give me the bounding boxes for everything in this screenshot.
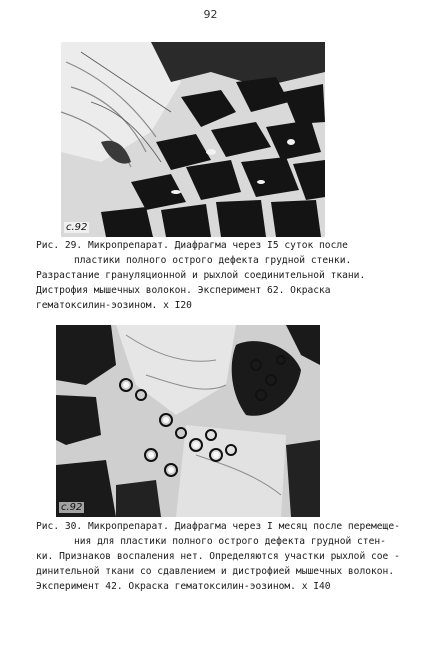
caption-30-line-3: ки. Признаков воспаления нет. Определяются участки рыхлой сое - [36, 551, 400, 562]
micrograph-30-image [56, 325, 320, 517]
figure-30-caption [36, 519, 400, 594]
caption-29-line-2: пластики полного острого дефекта грудной стенки. [74, 255, 352, 266]
caption-29-line-5: гематоксилин-эозином. х I20 [36, 300, 192, 311]
caption-29-line-3: Разрастание грануляционной и рыхлой соединительной ткани. [36, 270, 366, 281]
caption-30-line-4: динительной ткани со сдавлением и дистрофией мышечных волокон. [36, 566, 395, 577]
page-number: 92 [203, 8, 218, 21]
caption-29-line-1: Рис. 29. Микропрепарат. Диафрагма через I5 суток после [36, 240, 348, 251]
micrograph-figure-30 [56, 325, 320, 517]
caption-30-line-1: Рис. 30. Микропрепарат. Диафрагма через I месяц после перемеще- [36, 521, 400, 532]
figure-30-tag: с.92 [61, 502, 83, 513]
caption-30-line-2: ния для пластики полного острого дефекта грудной стен- [74, 536, 386, 547]
figure-29-caption [36, 238, 365, 313]
micrograph-29-image [61, 42, 325, 237]
caption-30-line-5: Эксперимент 42. Окраска гематоксилин-эозином. х I40 [36, 581, 331, 592]
figure-29-tag: с.92 [66, 222, 88, 233]
micrograph-figure-29 [61, 42, 325, 237]
caption-29-line-4: Дистрофия мышечных волокон. Эксперимент 62. Окраска [36, 285, 331, 296]
